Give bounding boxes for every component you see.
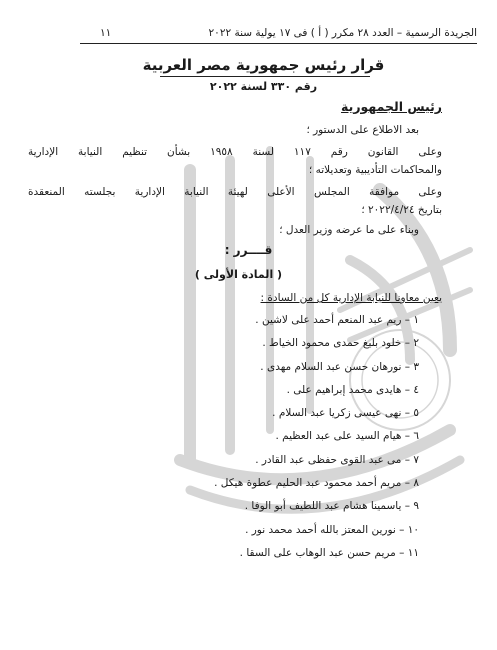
preamble-minister: وبناء على ما عرضه وزير العدل ؛ [279, 224, 419, 236]
decree-title: قرار رئيس جمهورية مصر العربية [142, 56, 385, 74]
appointee-item: ١١ – مريم حسن عبد الوهاب على السقا . [239, 546, 419, 559]
appointees-list [119, 313, 419, 569]
preamble-law-line2: والمحاكمات التأديبية وتعديلاته ؛ [308, 164, 442, 176]
header-divider [80, 43, 477, 44]
title-underline [160, 76, 370, 77]
article-heading: ( المادة الأولى ) [194, 268, 283, 281]
page-number: ١١ [100, 27, 112, 39]
appointment-intro: يعين معاونا للنيابة الإدارية كل من السادة : [260, 292, 442, 304]
appointee-item: ٩ – ياسمينا هشام عبد اللطيف أبو الوفا . [244, 500, 419, 513]
appointee-item: ٣ – نورهان حسن عبد السلام مهدى . [260, 360, 419, 373]
appointee-item: ٨ – مريم أحمد محمود عبد الحليم عطوة هيكل . [214, 477, 419, 490]
decree-number: رقم ٣٣٠ لسنة ٢٠٢٢ [209, 80, 318, 93]
appointee-item: ٧ – مى عبد القوى حفظى عبد القادر . [255, 453, 419, 466]
appointee-item: ١٠ – نورين المعتز بالله أحمد محمد نور . [245, 523, 419, 536]
appointee-item: ٢ – خلود بليغ حمدى محمود الخياط . [262, 337, 419, 350]
gazette-header [100, 26, 477, 40]
appointee-item: ١ – ريم عبد المنعم أحمد على لاشين . [255, 314, 419, 326]
appointee-item: ٤ – هايدى محمد إبراهيم على . [286, 383, 419, 396]
decision-heading: قــــرر : [224, 243, 273, 257]
issuer-heading: رئيس الجمهورية [341, 99, 442, 114]
header-text: الجريدة الرسمية – العدد ٢٨ مكرر ( أ ) فى ١٧ يولية سنة ٢٠٢٢ [208, 27, 477, 39]
preamble-council-line2: بتاريخ ٢٠٢٢/٤/٢٤ ؛ [361, 204, 442, 216]
preamble-law-line1: وعلى القانون رقم ١١٧ لسنة ١٩٥٨ بشأن تنظيم النيابة الإدارية [28, 146, 442, 158]
preamble-constitution: بعد الاطلاع على الدستور ؛ [306, 124, 419, 136]
appointee-item: ٦ – هيام السيد على عبد العظيم . [275, 430, 419, 443]
preamble-council-line1: وعلى موافقة المجلس الأعلى لهيئة النيابة الإدارية بجلسته المنعقدة [28, 186, 442, 198]
appointee-item: ٥ – نهى عيسى زكريا عبد السلام . [272, 407, 419, 420]
